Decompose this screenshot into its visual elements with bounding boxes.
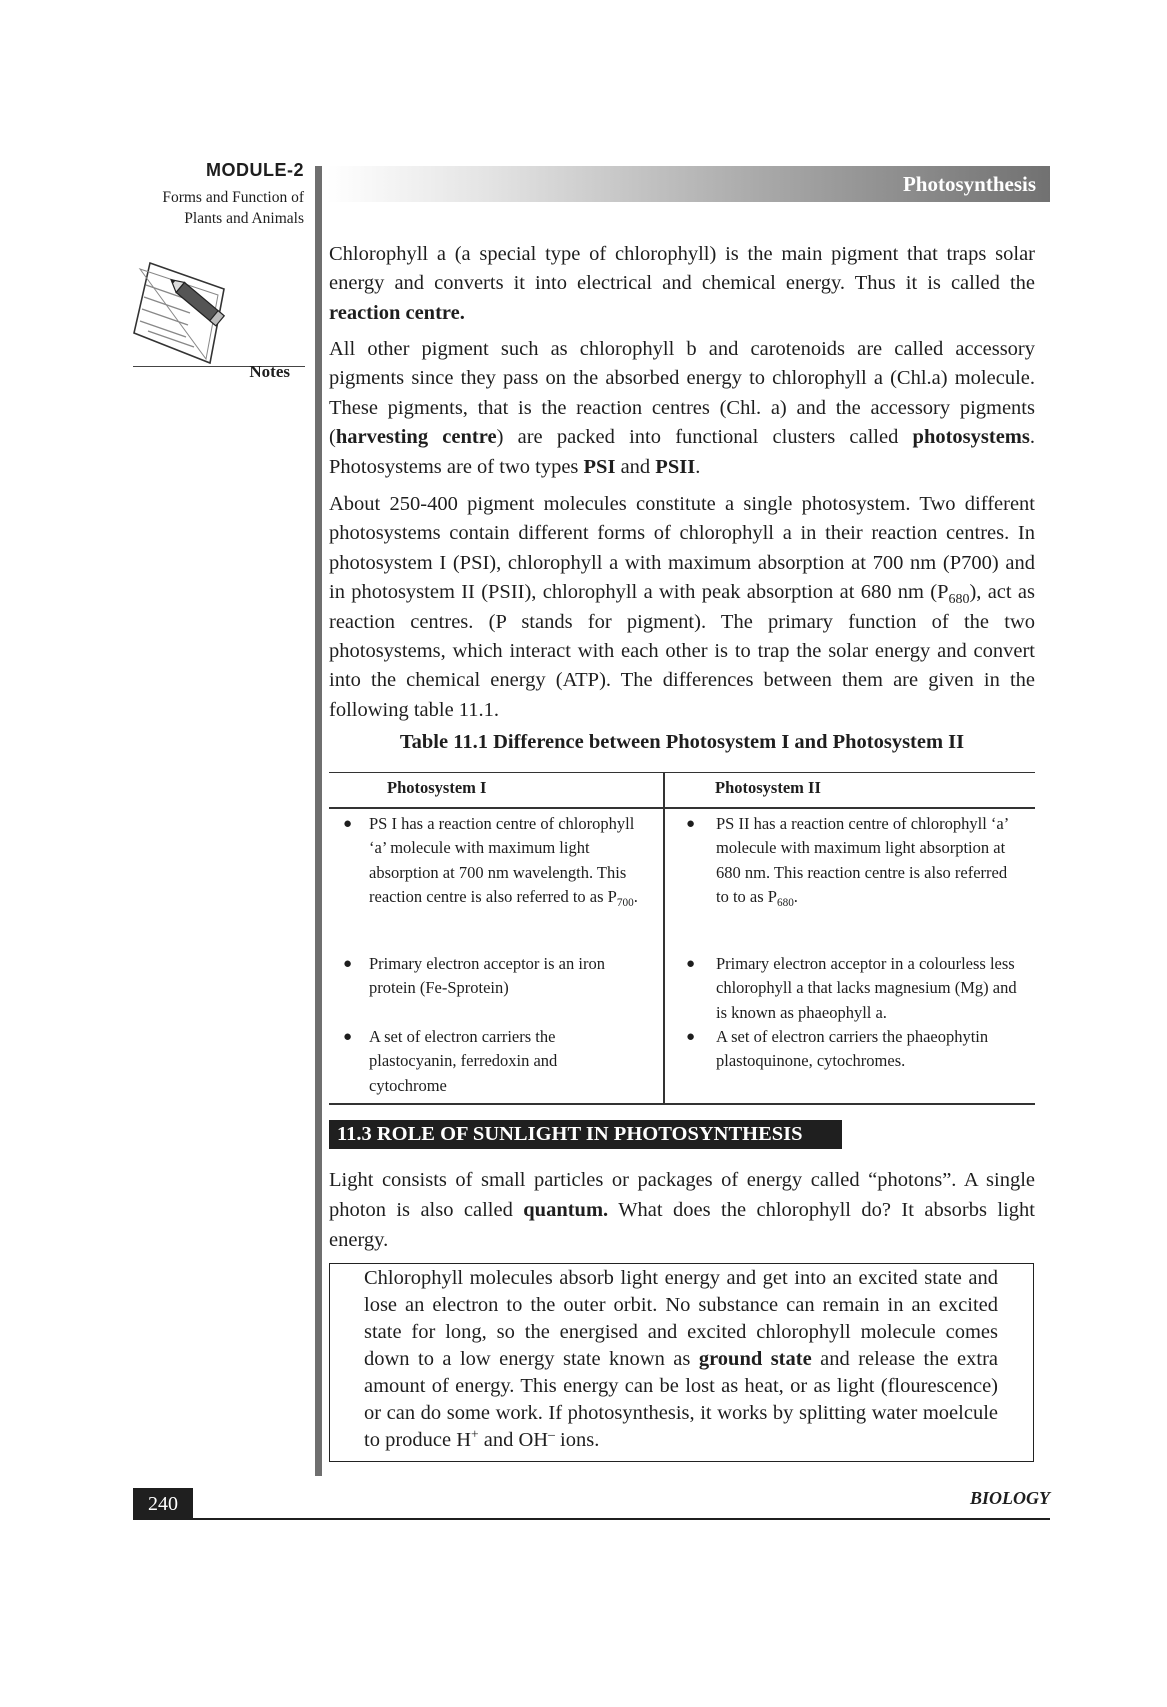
text-run: All other pigment such as chlorophyll b and carotenoids are called accessory pigments since they pass on the absorbed energy to chlorophyll a (Chl.a) molecule. These pigments, that is the reaction centres (Chl. a) and the accessory pigments ( (329, 338, 1035, 449)
text-run: Light consists of small particles or packages of energy called “photons”. A single photon is also called (329, 1169, 1035, 1221)
bold-term: quantum. (523, 1199, 609, 1221)
bullet-icon: ● (686, 956, 696, 972)
subscript: 700 (616, 896, 634, 909)
text-run: ions. (554, 1429, 600, 1451)
text-run: and (615, 455, 656, 478)
table-cell: Primary electron acceptor in a colourless less chlorophyll a that lacks magnesium (Mg) and is known as phaeophyll a. (716, 954, 1017, 1022)
bold-term: PSI (583, 455, 616, 478)
column-header: Photosystem II (715, 778, 821, 797)
text-run: and release the extra amount of energy. This energy can be lost as heat, or as light (flourescence) or can do some work. If photosynthesis, it works by splitting water moelcule to produce H (364, 1348, 998, 1451)
superscript: – (548, 1426, 555, 1442)
text-run: PS I has a reaction centre of chlorophyll ‘a’ molecule with maximum light absorption at 700 nm wavelength. This reaction centre is also referred to as P (369, 814, 635, 906)
table-cell: Primary electron acceptor is an iron protein (Fe-Sprotein) (369, 954, 605, 998)
superscript: + (471, 1426, 479, 1442)
module-subtitle-line: Forms and Function of (162, 189, 304, 206)
bold-term: PSII (655, 455, 696, 478)
module-subtitle-line: Plants and Animals (184, 210, 304, 227)
text-run: ) are packed into functional clusters called (496, 426, 913, 449)
table-cell (369, 812, 653, 909)
module-subtitle (150, 187, 304, 229)
column-header: Photosystem I (387, 778, 487, 797)
table-rule (329, 772, 1035, 773)
paragraph-photosystems (329, 490, 1035, 725)
text-run: . (633, 886, 638, 906)
section-heading: 11.3 ROLE OF SUNLIGHT IN PHOTOSYNTHESIS (337, 1123, 803, 1145)
text-run: . (793, 886, 798, 906)
table-divider (663, 772, 665, 1104)
bullet-icon: ● (686, 1029, 696, 1045)
notepad-pencil-icon (132, 255, 250, 367)
paragraph-accessory-pigments (329, 335, 1035, 482)
margin-bar (315, 166, 322, 1476)
comparison-table (329, 772, 1035, 1105)
bold-term: harvesting centre (335, 426, 497, 449)
table-cell: A set of electron carriers the phaeophytin plastoquinone, cytochromes. (716, 1027, 989, 1071)
bold-term: reaction centre. (329, 301, 465, 324)
text-run: About 250-400 pigment molecules constitute a single photosystem. Two different photosystems contain different forms of chlorophyll a in their reaction centres. In photosystem I (PSI), chlorophyll a with maximum absorption at 700 nm (P700) and in photosystem II (PSII), chlorophyll a with peak absorption at 680 nm (P (329, 493, 1035, 604)
footer-subject: BIOLOGY (970, 1488, 1050, 1508)
text-run: PS II has a reaction centre of chlorophyll ‘a’ molecule with maximum light absorption at 680 nm. This reaction centre is also referred to to as P (716, 814, 1008, 906)
text-run: and OH (478, 1429, 549, 1451)
text-run: . Photosystems are of two types (329, 426, 1035, 478)
table-cell (716, 812, 1021, 909)
paragraph-reaction-centre (329, 240, 1035, 328)
module-title: MODULE-2 (206, 160, 304, 180)
note-box-text (364, 1265, 998, 1454)
text-run: Chlorophyll molecules absorb light energy and get into an excited state and lose an electron to the outer orbit. No substance can remain in an excited state for long, so the energised and excited chlorophyll molecule comes down to a low energy state known as (364, 1267, 998, 1370)
paragraph-photons (329, 1165, 1035, 1255)
bullet-icon: ● (343, 956, 353, 972)
text-run: . (695, 455, 701, 478)
text-run: ), act as reaction centres. (P stands for pigment). The primary function of the two photosystems, which interact with each other is to trap the solar energy and convert into the chemical energy (ATP). The differences between them are given in the following table 11.1. (329, 581, 1035, 721)
table-title: Table 11.1 Difference between Photosystem I and Photosystem II (399, 731, 965, 753)
page-number: 240 (148, 1493, 178, 1515)
bullet-icon: ● (343, 816, 353, 832)
table-rule (329, 1103, 1035, 1105)
text-run: Chlorophyll a (a special type of chlorophyll) is the main pigment that traps solar energy and converts it into electrical and chemical energy. Thus it is called the (329, 243, 1035, 295)
bullet-icon: ● (686, 816, 696, 832)
footer-rule (193, 1518, 1050, 1520)
chapter-title: Photosynthesis (902, 172, 1036, 196)
bold-term: ground state (698, 1348, 812, 1370)
table-cell: A set of electron carriers the plastocyanin, ferredoxin and cytochrome (369, 1027, 558, 1095)
subscript: 680 (948, 592, 970, 608)
notes-label: Notes (249, 362, 290, 381)
text-run: What does the chlorophyll do? It absorbs light energy. (329, 1199, 1035, 1251)
table-rule (329, 807, 1035, 809)
bold-term: photosystems (912, 426, 1030, 449)
bullet-icon: ● (343, 1029, 353, 1045)
subscript: 680 (776, 896, 794, 909)
